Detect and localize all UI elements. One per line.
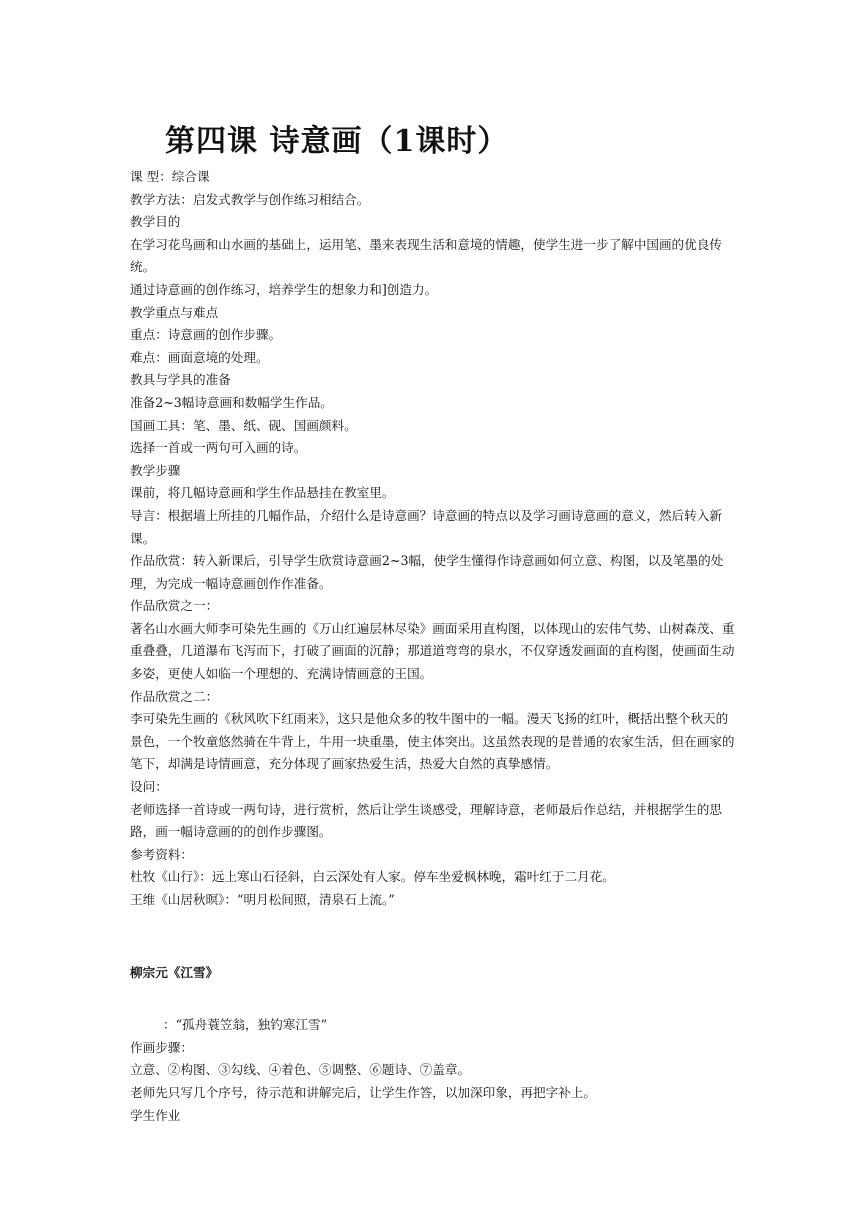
drawing-steps-heading: 作画步骤： (130, 1039, 193, 1055)
appreciation-heading-one: 作品欣赏之一： (130, 598, 219, 614)
teaching-method-line: 教学方法：启发式教学与创作练习相结合。 (130, 191, 370, 207)
course-type-line: 课 型：综合课 (130, 169, 210, 184)
drawing-steps-note: 老师先只写几个序号，待示范和讲解完后，让学生作答，以加深印象，再把字补上。 (130, 1084, 596, 1100)
materials-line: 选择一首或一两句可入画的诗。 (130, 440, 307, 456)
question-heading: 设问： (130, 779, 168, 795)
appreciation-paragraph-two: 李可染先生画的《秋风吹下红雨来》，这只是他众多的牧牛图中的一幅。漫天飞扬的红叶，概括出整个秋天的景色，一个牧童悠然骑在牛背上，牛用一块重墨，使主体突出。这虽然表现的是普通的农家生活，但在画家的笔下，却满是诗情画意，充分体现了画家热爱生活，热爱大自然的真挚感情。 (130, 711, 735, 772)
section-heading-steps: 教学步骤 (130, 462, 181, 478)
student-homework-heading: 学生作业 (130, 1107, 181, 1123)
spacer (130, 912, 735, 962)
reference-poem-wang-wei: 王维《山居秋暝》：“明月松间照，清泉石上流。” (130, 892, 395, 907)
difficulty-line: 难点：画面意境的处理。 (130, 349, 269, 365)
objective-paragraph: 通过诗意画的创作练习，培养学生的想象力和]创造力。 (130, 281, 438, 297)
appreciation-paragraph-one: 著名山水画大师李可染先生画的《万山红遍层林尽染》画面采用直构图，以体现山的宏伟气势、山树森茂、重重叠叠，几道瀑布飞泻而下，打破了画面的沉静；那道道弯弯的泉水，不仅穿透发画面的直构图，使画面生动多姿，更使人如临一个理想的、充满诗情画意的王国。 (130, 620, 735, 682)
appreciation-heading-two: 作品欣赏之二： (130, 688, 219, 704)
step-paragraph: 作品欣赏：转入新课后，引导学生欣赏诗意画2~3幅，使学生懂得作诗意画如何立意、构图，以及笔墨的处理，为完成一幅诗意画创作作准备。 (130, 553, 724, 591)
step-paragraph: 课前，将几幅诗意画和学生作品悬挂在教室里。 (130, 485, 395, 501)
page-title: 第四课 诗意画（1课时） (165, 124, 509, 159)
drawing-steps-list: 立意、②构图、③勾线、④着色、⑤调整、⑥题诗、⑦盖章。 (130, 1062, 471, 1078)
section-heading-materials: 教具与学具的准备 (130, 372, 231, 388)
poem-subheading: 柳宗元《江雪》 (130, 964, 219, 980)
document-body (130, 166, 735, 1127)
step-paragraph: 导言：根据墙上所挂的几幅作品，介绍什么是诗意画？诗意画的特点以及学习画诗意画的意义，然后转入新课。 (130, 507, 722, 546)
section-heading-key-points: 教学重点与难点 (130, 304, 219, 320)
materials-line: 准备2~3幅诗意画和数幅学生作品。 (130, 394, 333, 410)
spacer (130, 984, 735, 1014)
reference-poem-du-mu: 杜牧《山行》：远上寒山石径斜，白云深处有人家。停车坐爱枫林晚，霜叶红于二月花。 (130, 869, 615, 885)
question-paragraph: 老师选择一首诗或一两句诗，进行赏析，然后让学生谈感受，理解诗意，老师最后作总结，并根据学生的思路，画一幅诗意画的的创作步骤图。 (130, 801, 722, 840)
materials-line: 国画工具：笔、墨、纸、砚、国画颜料。 (130, 417, 357, 433)
objective-paragraph: 在学习花鸟画和山水画的基础上，运用笔、墨来表现生活和意境的情趣，使学生进一步了解中国画的优良传统。 (130, 236, 722, 275)
poem-quote-line: ：“孤舟蓑笠翁，独钓寒江雪” (163, 1017, 328, 1033)
section-heading-objectives: 教学目的 (130, 214, 181, 230)
key-point-line: 重点：诗意画的创作步骤。 (130, 327, 282, 343)
reference-heading: 参考资料： (130, 846, 193, 862)
